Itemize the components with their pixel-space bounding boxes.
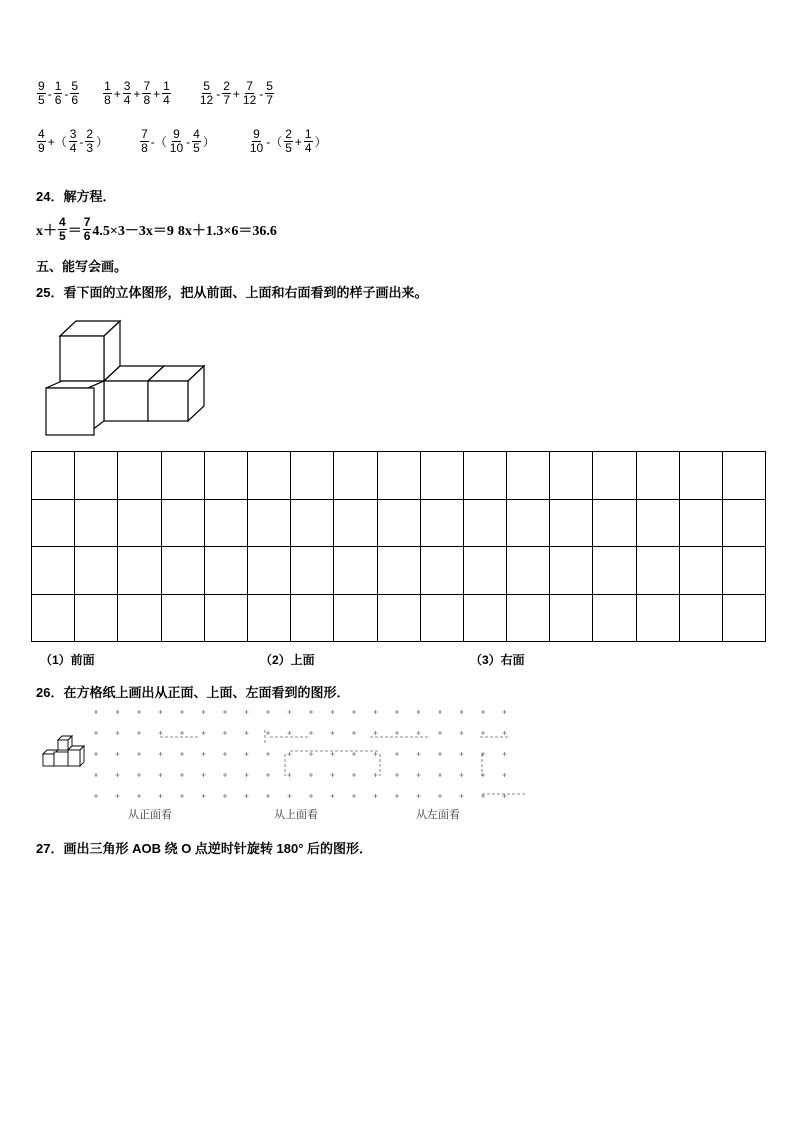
fraction: $\frac{5}{12}$: [199, 79, 214, 107]
fraction: $\frac{7}{8}$: [141, 127, 148, 155]
operator: -: [186, 134, 191, 149]
grid-cell[interactable]: [550, 547, 593, 595]
grid-cell[interactable]: [636, 499, 679, 547]
grid-dot: [331, 710, 335, 714]
eq-part-3: 8x＋1.3×6＝36.6: [177, 223, 277, 239]
grid-dot: [417, 773, 421, 777]
fraction: $\frac{9}{10}$: [169, 127, 184, 155]
grid-cell[interactable]: [550, 452, 593, 500]
grid-cell[interactable]: [204, 547, 247, 595]
grid-cell[interactable]: [161, 594, 204, 642]
fraction: $\frac{2}{3}$: [86, 127, 94, 155]
grid-cell[interactable]: [161, 547, 204, 595]
grid-dot: [503, 773, 507, 777]
label-front-view: 从正面看: [128, 809, 172, 821]
operator: +: [294, 134, 302, 149]
fraction: $\frac{1}{6}$: [54, 79, 62, 107]
grid-cell[interactable]: [636, 547, 679, 595]
grid-dot: [137, 794, 141, 798]
grid-cell[interactable]: [247, 547, 290, 595]
grid-dot: [94, 773, 98, 777]
grid-dot: [180, 794, 184, 798]
grid-dot: [352, 710, 356, 714]
section-5-title: 五、能写会画。: [36, 259, 128, 274]
grid-cell[interactable]: [118, 499, 161, 547]
grid-cell[interactable]: [334, 452, 377, 500]
grid-dot: [331, 731, 335, 735]
grid-dot: [202, 731, 206, 735]
fraction: $\frac{3}{4}$: [69, 127, 77, 155]
fraction: $\frac{2}{7}$: [223, 79, 230, 107]
grid-dot: [202, 752, 206, 756]
grid-cell[interactable]: [679, 594, 722, 642]
grid-cell[interactable]: [247, 452, 290, 500]
grid-dot: [352, 731, 356, 735]
operator: ）: [96, 135, 109, 149]
grid-cell[interactable]: [247, 499, 290, 547]
grid-dot: [374, 773, 378, 777]
grid-dot: [116, 731, 120, 735]
operator: -: [79, 134, 84, 149]
grid-cell[interactable]: [118, 547, 161, 595]
fraction: $\frac{9}{5}$: [38, 79, 45, 107]
grid-dot: [223, 710, 227, 714]
grid-dot: [137, 731, 141, 735]
grid-cell[interactable]: [507, 594, 550, 642]
label-left-view: 从左面看: [416, 809, 460, 821]
grid-cell[interactable]: [679, 452, 722, 500]
eq-sign: ＝: [67, 223, 82, 239]
fraction: $\frac{7}{8}$: [143, 79, 151, 107]
question-number: 25．: [36, 285, 64, 300]
grid-dot: [438, 794, 442, 798]
question-number: 24．: [36, 189, 64, 204]
operator: -（: [150, 135, 167, 149]
grid-cell[interactable]: [291, 594, 334, 642]
expression: [102, 80, 172, 107]
grid-cell[interactable]: [32, 499, 75, 547]
label-top-view: 从上面看: [274, 809, 318, 821]
grid-dot: [438, 710, 442, 714]
grid-dot: [116, 710, 120, 714]
grid-cell[interactable]: [377, 499, 420, 547]
grid-cell[interactable]: [32, 594, 75, 642]
grid-cell[interactable]: [723, 594, 766, 642]
grid-dot: [116, 794, 120, 798]
grid-dot: [438, 752, 442, 756]
question-text: 在方格纸上画出从正面、上面、左面看到的图形．: [63, 685, 350, 700]
grid-cell[interactable]: [420, 594, 463, 642]
grid-dot: [180, 752, 184, 756]
operator: ）: [202, 135, 215, 149]
grid-dot: [309, 773, 313, 777]
grid-dot: [352, 773, 356, 777]
grid-dot: [503, 752, 507, 756]
eq-fraction-2: $\frac{7}{6}$: [83, 215, 91, 243]
grid-cell[interactable]: [161, 452, 204, 500]
grid-dot: [481, 710, 485, 714]
fraction: $\frac{5}{6}$: [71, 79, 79, 107]
grid-dot: [503, 710, 507, 714]
grid-dot: [245, 710, 249, 714]
grid-dot: [374, 794, 378, 798]
expression: [36, 128, 109, 155]
operator: -（: [266, 135, 283, 149]
grid-cell[interactable]: [723, 547, 766, 595]
grid-cell[interactable]: [593, 452, 636, 500]
grid-dot: [374, 731, 378, 735]
grid-dot: [309, 710, 313, 714]
grid-dot: [180, 731, 184, 735]
grid-dot: [417, 710, 421, 714]
grid-dot: [331, 752, 335, 756]
grid-cell[interactable]: [75, 594, 118, 642]
grid-dot: [417, 731, 421, 735]
grid-cell[interactable]: [75, 499, 118, 547]
fraction: $\frac{5}{7}$: [266, 79, 273, 107]
grid-dot: [395, 773, 399, 777]
operator: +（: [47, 135, 67, 149]
grid-cell[interactable]: [593, 594, 636, 642]
grid-dot: [202, 710, 206, 714]
grid-dot: [94, 731, 98, 735]
grid-dot: [331, 794, 335, 798]
grid-cell[interactable]: [291, 547, 334, 595]
grid-dot: [245, 794, 249, 798]
grid-cell[interactable]: [334, 594, 377, 642]
grid-cell[interactable]: [75, 547, 118, 595]
grid-dot: [331, 773, 335, 777]
grid-dot: [374, 710, 378, 714]
grid-dot: [159, 710, 163, 714]
fraction-row-2: [36, 128, 328, 155]
question-25: [36, 282, 427, 301]
grid-cell[interactable]: [204, 594, 247, 642]
grid-dot: [159, 731, 163, 735]
eq-part-2: 4.5×3－3x＝9: [92, 223, 174, 239]
question-text: 画出三角形 AOB 绕 O 点逆时针旋转 180° 后的图形．: [63, 841, 373, 856]
fraction: $\frac{7}{12}$: [242, 79, 257, 107]
grid-dot: [460, 710, 464, 714]
fraction: $\frac{1}{4}$: [163, 79, 170, 107]
fraction: $\frac{1}{8}$: [104, 79, 111, 107]
fraction: $\frac{3}{4}$: [123, 79, 131, 107]
fraction: $\frac{1}{4}$: [304, 127, 312, 155]
grid-cell[interactable]: [377, 547, 420, 595]
grid-dot: [288, 731, 292, 735]
grid-dot: [352, 794, 356, 798]
question-number: 27．: [36, 841, 64, 856]
grid-dot: [266, 731, 270, 735]
grid-cell[interactable]: [334, 547, 377, 595]
grid-cell[interactable]: [593, 547, 636, 595]
grid-dot: [438, 731, 442, 735]
fraction: $\frac{2}{5}$: [285, 127, 292, 155]
grid-cell[interactable]: [463, 594, 506, 642]
grid-dot: [137, 710, 141, 714]
grid-dot: [223, 752, 227, 756]
small-cubes-figure: [40, 732, 90, 772]
grid-dot: [116, 752, 120, 756]
grid-dot: [137, 773, 141, 777]
grid-dot: [395, 710, 399, 714]
grid-dot: [266, 773, 270, 777]
grid-cell[interactable]: [420, 547, 463, 595]
grid-dot: [94, 794, 98, 798]
grid-dot: [460, 773, 464, 777]
grid-cell[interactable]: [723, 499, 766, 547]
operator: +: [232, 86, 240, 101]
grid-dot: [245, 731, 249, 735]
grid-cell[interactable]: [32, 452, 75, 500]
grid-cell[interactable]: [291, 499, 334, 547]
grid-dot: [288, 710, 292, 714]
grid-cell[interactable]: [420, 452, 463, 500]
caption-front: （1）前面: [40, 653, 95, 667]
grid-dot: [417, 752, 421, 756]
grid-dot: [180, 773, 184, 777]
grid-dot: [245, 752, 249, 756]
grid-dot: [460, 731, 464, 735]
operator: +: [153, 86, 161, 101]
question-26: [36, 682, 349, 701]
eq-prefix: x＋: [36, 223, 57, 239]
grid-dot: [159, 794, 163, 798]
grid-dot: [395, 794, 399, 798]
operator: -: [64, 86, 69, 101]
grid-dot: [116, 773, 120, 777]
grid-cell[interactable]: [507, 499, 550, 547]
grid-dot: [395, 731, 399, 735]
caption-top: （2）上面: [260, 653, 315, 667]
grid-cell[interactable]: [334, 499, 377, 547]
grid-dot: [309, 794, 313, 798]
grid-dot: [159, 773, 163, 777]
grid-dot: [288, 794, 292, 798]
grid-dot: [374, 752, 378, 756]
grid-dot: [288, 752, 292, 756]
operator: -: [47, 86, 52, 101]
operator: ）: [314, 135, 327, 149]
expression: [198, 80, 275, 107]
grid-dot: [309, 731, 313, 735]
grid-cell[interactable]: [161, 499, 204, 547]
grid-dot: [180, 710, 184, 714]
question-24: [36, 186, 115, 205]
grid-dot: [245, 773, 249, 777]
grid-dot: [202, 773, 206, 777]
grid-cell[interactable]: [118, 594, 161, 642]
grid-cell[interactable]: [463, 452, 506, 500]
grid-dot: [159, 752, 163, 756]
grid-dot: [266, 710, 270, 714]
question-text: 解方程．: [63, 189, 116, 204]
grid-cell[interactable]: [723, 452, 766, 500]
grid-dot: [352, 752, 356, 756]
grid-cell[interactable]: [377, 452, 420, 500]
grid-cell[interactable]: [463, 499, 506, 547]
fraction: $\frac{9}{10}$: [249, 127, 264, 155]
drawing-grid[interactable]: [31, 451, 766, 642]
grid-dot: [94, 752, 98, 756]
grid-dot: [417, 794, 421, 798]
operator: +: [113, 86, 121, 101]
grid-dot: [223, 794, 227, 798]
grid-dot: [395, 752, 399, 756]
grid-dot: [438, 773, 442, 777]
cubes-3d-figure: [40, 318, 210, 438]
grid-cell[interactable]: [507, 547, 550, 595]
grid-cell[interactable]: [636, 594, 679, 642]
fraction: $\frac{4}{5}$: [193, 127, 200, 155]
grid-dot: [94, 710, 98, 714]
grid-cell[interactable]: [291, 452, 334, 500]
grid-dot: [137, 752, 141, 756]
expression: [248, 128, 328, 155]
grid-cell[interactable]: [636, 452, 679, 500]
operator: -: [259, 86, 264, 101]
grid-dot: [481, 794, 485, 798]
grid-dot: [503, 731, 507, 735]
grid-dot: [288, 773, 292, 777]
grid-cell[interactable]: [550, 594, 593, 642]
grid-cell[interactable]: [679, 547, 722, 595]
grid-cell[interactable]: [420, 499, 463, 547]
question-27: [36, 838, 372, 857]
grid-dot: [460, 752, 464, 756]
grid-cell[interactable]: [507, 452, 550, 500]
grid-cell[interactable]: [463, 547, 506, 595]
eq-fraction-1: $\frac{4}{5}$: [59, 215, 66, 243]
operator: -: [216, 86, 221, 101]
fraction-row-1: [36, 80, 275, 107]
equation-line: [36, 216, 277, 243]
operator: +: [133, 86, 141, 101]
expression: [139, 128, 216, 155]
dot-grid-paper[interactable]: [90, 706, 530, 802]
grid-cell[interactable]: [593, 499, 636, 547]
grid-dot: [460, 794, 464, 798]
grid-cell[interactable]: [247, 594, 290, 642]
grid-dot: [309, 752, 313, 756]
grid-cell[interactable]: [204, 452, 247, 500]
grid-cell[interactable]: [550, 499, 593, 547]
grid-dot: [503, 794, 507, 798]
fraction: $\frac{4}{9}$: [38, 127, 45, 155]
question-text: 看下面的立体图形，把从前面、上面和右面看到的样子画出来。: [63, 285, 428, 300]
grid-dot: [266, 752, 270, 756]
grid-dot: [202, 794, 206, 798]
grid-cell[interactable]: [679, 499, 722, 547]
expression: [36, 80, 80, 107]
grid-dot: [223, 773, 227, 777]
grid-cell[interactable]: [204, 499, 247, 547]
caption-right: （3）右面: [470, 653, 525, 667]
question-number: 26．: [36, 685, 64, 700]
grid-cell[interactable]: [118, 452, 161, 500]
grid-cell[interactable]: [32, 547, 75, 595]
grid-cell[interactable]: [75, 452, 118, 500]
grid-dot: [266, 794, 270, 798]
grid-cell[interactable]: [377, 594, 420, 642]
grid-dot: [223, 731, 227, 735]
grid-dot: [481, 731, 485, 735]
